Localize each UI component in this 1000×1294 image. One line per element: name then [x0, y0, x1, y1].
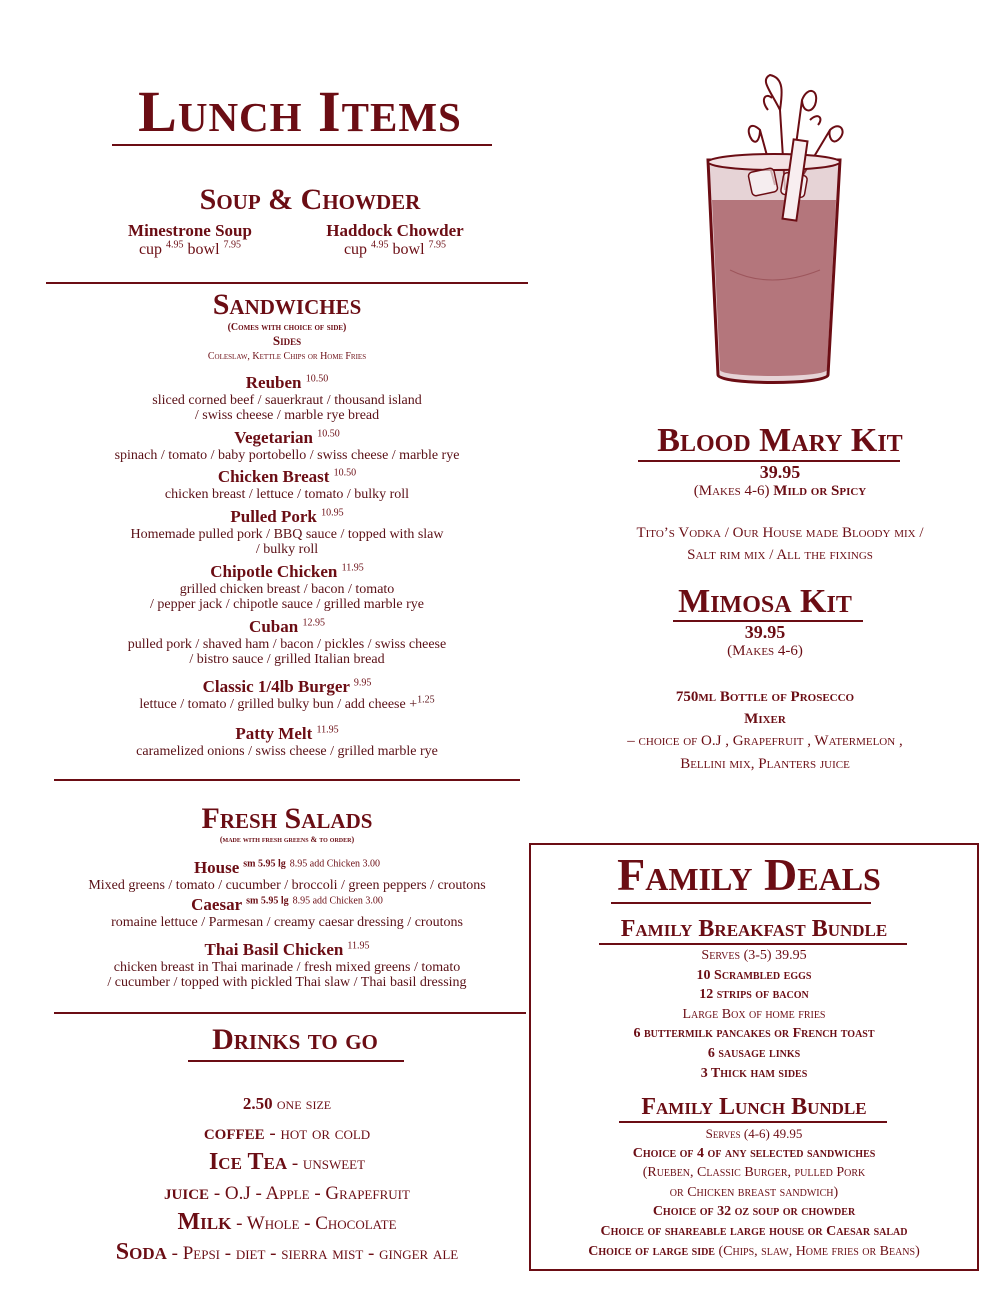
list-item: 3 Thick ham sides — [700, 1065, 808, 1081]
list-item — [46, 677, 528, 712]
cup-price: 4.95 — [371, 239, 389, 251]
breakfast-bundle — [531, 916, 977, 943]
bloody-kit-section — [580, 422, 980, 460]
drink-size-price: 2.50 — [242, 1094, 273, 1113]
salads-section — [46, 803, 528, 844]
divider — [54, 1012, 526, 1014]
bloody-details — [580, 462, 980, 566]
mimosa-heading: Mimosa Kit — [678, 583, 852, 620]
item-name: Chicken Breast — [217, 467, 330, 486]
bowl-label: bowl — [392, 241, 425, 258]
drink-size-label: one size — [276, 1094, 332, 1113]
item-price: sm 5.95 lg — [246, 895, 289, 907]
item-desc: lettuce / tomato / grilled bulky bun / add cheese + — [139, 697, 418, 712]
drinks-heading: Drinks to go — [212, 1023, 378, 1056]
list-item — [46, 1238, 528, 1268]
breakfast-underline — [599, 943, 907, 945]
item-price: sm 5.95 lg — [243, 858, 286, 870]
sandwich-list — [46, 373, 528, 759]
item-name: Reuben — [245, 373, 302, 392]
cup-label: cup — [343, 241, 368, 258]
item-price: 9.95 — [353, 677, 372, 689]
item-name: Vegetarian — [234, 428, 313, 447]
drink-detail: - Pepsi - diet - sierra mist - ginger ale — [171, 1243, 459, 1264]
lunch-side-detail: (Chips, slaw, Home fries or Beans) — [714, 1243, 920, 1259]
family-heading-block — [609, 848, 889, 901]
item-extra: 8.95 add Chicken 3.00 — [292, 895, 383, 907]
item-price: 10.50 — [317, 428, 340, 440]
item-extra: 8.95 add Chicken 3.00 — [289, 858, 381, 870]
drink-name: coffee — [203, 1120, 265, 1144]
bloody-line1: Tito’s Vodka / Our House made Bloody mix / — [636, 525, 924, 541]
item-desc: chicken breast / lettuce / tomato / bulky roll — [164, 487, 410, 502]
bowl-label: bowl — [187, 241, 220, 258]
list-item — [46, 373, 528, 423]
list-item — [46, 467, 528, 502]
drink-name: juice — [164, 1180, 210, 1204]
breakfast-list — [531, 946, 977, 1083]
item-name: Pulled Pork — [230, 507, 317, 526]
lunch-bundle — [531, 1094, 977, 1121]
bowl-price: 7.95 — [223, 239, 242, 251]
item-price: 10.50 — [333, 467, 357, 479]
item-price: 11.95 — [316, 724, 339, 736]
soup-section — [100, 183, 520, 217]
drinks-list — [46, 1090, 528, 1268]
item-desc: romaine lettuce / Parmesan / creamy caesar dressing / croutons — [111, 915, 463, 930]
item-desc: Mixed greens / tomato / cucumber / broccoli / green peppers / croutons — [88, 878, 486, 893]
lunch-side-label: Choice of large side — [588, 1243, 715, 1259]
item-desc: sliced corned beef / sauerkraut / thousand island — [152, 393, 422, 408]
cheese-price: 1.25 — [417, 694, 435, 706]
divider — [54, 779, 520, 781]
bloody-heading: Blood Mary Kit — [657, 422, 903, 459]
item-desc: caramelized onions / swiss cheese / grilled marble rye — [136, 744, 438, 759]
list-item — [46, 1208, 528, 1238]
list-item — [46, 562, 528, 612]
item-desc: / bulky roll — [255, 542, 319, 557]
bloody-line2: Salt rim mix / All the fixings — [687, 547, 873, 563]
drink-name: Ice Tea — [208, 1149, 288, 1175]
list-item — [46, 1178, 528, 1208]
divider — [46, 282, 528, 284]
item-desc: pulled pork / shaved ham / bacon / pickles / swiss cheese — [127, 637, 447, 652]
mimosa-price: 39.95 — [744, 622, 786, 642]
list-item: 10 Scrambled eggs — [696, 967, 812, 983]
list-item: Choice of 4 of any selected sandwiches — [632, 1145, 876, 1161]
list-item — [531, 1242, 977, 1262]
list-item — [46, 1148, 528, 1178]
item-price: 11.95 — [341, 562, 364, 574]
item-price: 12.95 — [302, 617, 325, 629]
minestrone-name: Minestrone Soup — [128, 221, 252, 240]
item-price: 10.95 — [321, 507, 344, 519]
list-item: Choice of shareable large house or Caesar salad — [600, 1223, 908, 1239]
drinks-underline — [188, 1060, 404, 1062]
bloody-mary-illustration — [690, 70, 860, 390]
soup-heading: Soup & Chowder — [199, 183, 421, 216]
breakfast-serves: Serves (3-5) 39.95 — [701, 948, 807, 963]
family-heading: Family Deals — [617, 849, 881, 900]
cup-label: cup — [138, 241, 163, 258]
minestrone-item — [100, 221, 280, 259]
drink-name: Milk — [177, 1209, 232, 1235]
mimosa-line4: Bellini mix, Planters juice — [680, 756, 850, 772]
item-desc: / bistro sauce / grilled Italian bread — [189, 652, 385, 667]
item-name: Cuban — [249, 617, 299, 636]
title-underline — [112, 144, 492, 146]
item-name: Patty Melt — [235, 724, 313, 743]
list-item — [46, 724, 528, 759]
mimosa-line3: – choice of O.J , Grapefruit , Watermelon , — [627, 733, 903, 749]
drink-detail: - O.J - Apple - Grapefruit — [213, 1183, 410, 1204]
sides-label: Sides — [272, 333, 302, 348]
list-item: or Chicken breast sandwich) — [669, 1184, 839, 1200]
bloody-options: Mild or Spicy — [773, 483, 867, 499]
page-title: Lunch Items — [138, 79, 462, 144]
item-name: Classic 1/4lb Burger — [202, 677, 350, 696]
cup-price: 4.95 — [166, 239, 184, 251]
item-desc: / cucumber / topped with pickled Thai slaw / Thai basil dressing — [107, 975, 467, 990]
mimosa-line2: Mixer — [744, 711, 786, 727]
drink-name: Soda — [115, 1239, 167, 1265]
haddock-item — [300, 221, 490, 259]
item-desc: / swiss cheese / marble rye bread — [194, 408, 380, 423]
list-item: 6 buttermilk pancakes or French toast — [633, 1026, 875, 1042]
sandwiches-heading: Sandwiches — [212, 288, 362, 321]
drink-detail: - unsweet — [291, 1153, 366, 1174]
mimosa-details — [565, 622, 965, 776]
bloody-price: 39.95 — [759, 462, 801, 482]
salads-note: (made with fresh greens & to order) — [219, 835, 355, 844]
drink-detail: - hot or cold — [269, 1123, 371, 1144]
item-name: Chipotle Chicken — [210, 562, 338, 581]
lunch-list — [531, 1124, 977, 1261]
list-item: 12 strips of bacon — [699, 987, 809, 1003]
breakfast-heading: Family Breakfast Bundle — [620, 916, 888, 942]
drinks-heading-block — [180, 1023, 410, 1057]
list-item — [46, 895, 528, 930]
sides-list: Coleslaw, Kettle Chips or Home Fries — [207, 351, 367, 362]
bloody-makes: (Makes 4-6) — [693, 483, 770, 499]
sandwiches-section — [46, 288, 528, 362]
list-item — [46, 428, 528, 463]
list-item — [46, 858, 528, 893]
mimosa-line1: 750ml Bottle of Prosecco — [675, 689, 855, 705]
haddock-name: Haddock Chowder — [326, 221, 464, 240]
sandwiches-note: (Comes with choice of side) — [227, 322, 347, 333]
minestrone-prices — [100, 241, 280, 259]
bowl-price: 7.95 — [428, 239, 447, 251]
list-item — [46, 1118, 528, 1148]
haddock-prices — [300, 241, 490, 259]
drink-detail: - Whole - Chocolate — [236, 1213, 397, 1234]
list-item: Large Box of home fries — [682, 1006, 826, 1022]
lunch-underline — [619, 1121, 887, 1123]
mimosa-makes: (Makes 4-6) — [727, 643, 803, 659]
item-desc: spinach / tomato / baby portobello / swiss cheese / marble rye — [114, 448, 460, 463]
item-name: Caesar — [191, 895, 243, 914]
mimosa-kit-section — [565, 583, 965, 621]
salads-heading: Fresh Salads — [201, 802, 373, 835]
lunch-heading: Family Lunch Bundle — [641, 1094, 867, 1120]
lunch-serves: Serves (4-6) 49.95 — [705, 1126, 803, 1141]
item-name: Thai Basil Chicken — [204, 940, 344, 959]
list-item — [46, 617, 528, 667]
drink-size-row — [46, 1090, 528, 1118]
item-name: House — [193, 858, 240, 877]
salad-list — [46, 858, 528, 990]
list-item: 6 sausage links — [707, 1045, 801, 1061]
item-price: 10.50 — [305, 373, 329, 385]
family-underline — [611, 902, 871, 904]
page-title-block — [100, 78, 500, 145]
item-desc: / pepper jack / chipotle sauce / grilled marble rye — [149, 597, 425, 612]
item-desc: chicken breast in Thai marinade / fresh mixed greens / tomato — [113, 960, 461, 975]
list-item — [46, 940, 528, 990]
list-item: (Rueben, Classic Burger, pulled Pork — [642, 1165, 866, 1181]
item-desc: grilled chicken breast / bacon / tomato — [179, 582, 395, 597]
list-item — [46, 507, 528, 557]
list-item: Choice of 32 oz soup or chowder — [652, 1204, 856, 1220]
item-desc: Homemade pulled pork / BBQ sauce / topped with slaw — [130, 527, 444, 542]
item-price: 11.95 — [347, 940, 370, 952]
